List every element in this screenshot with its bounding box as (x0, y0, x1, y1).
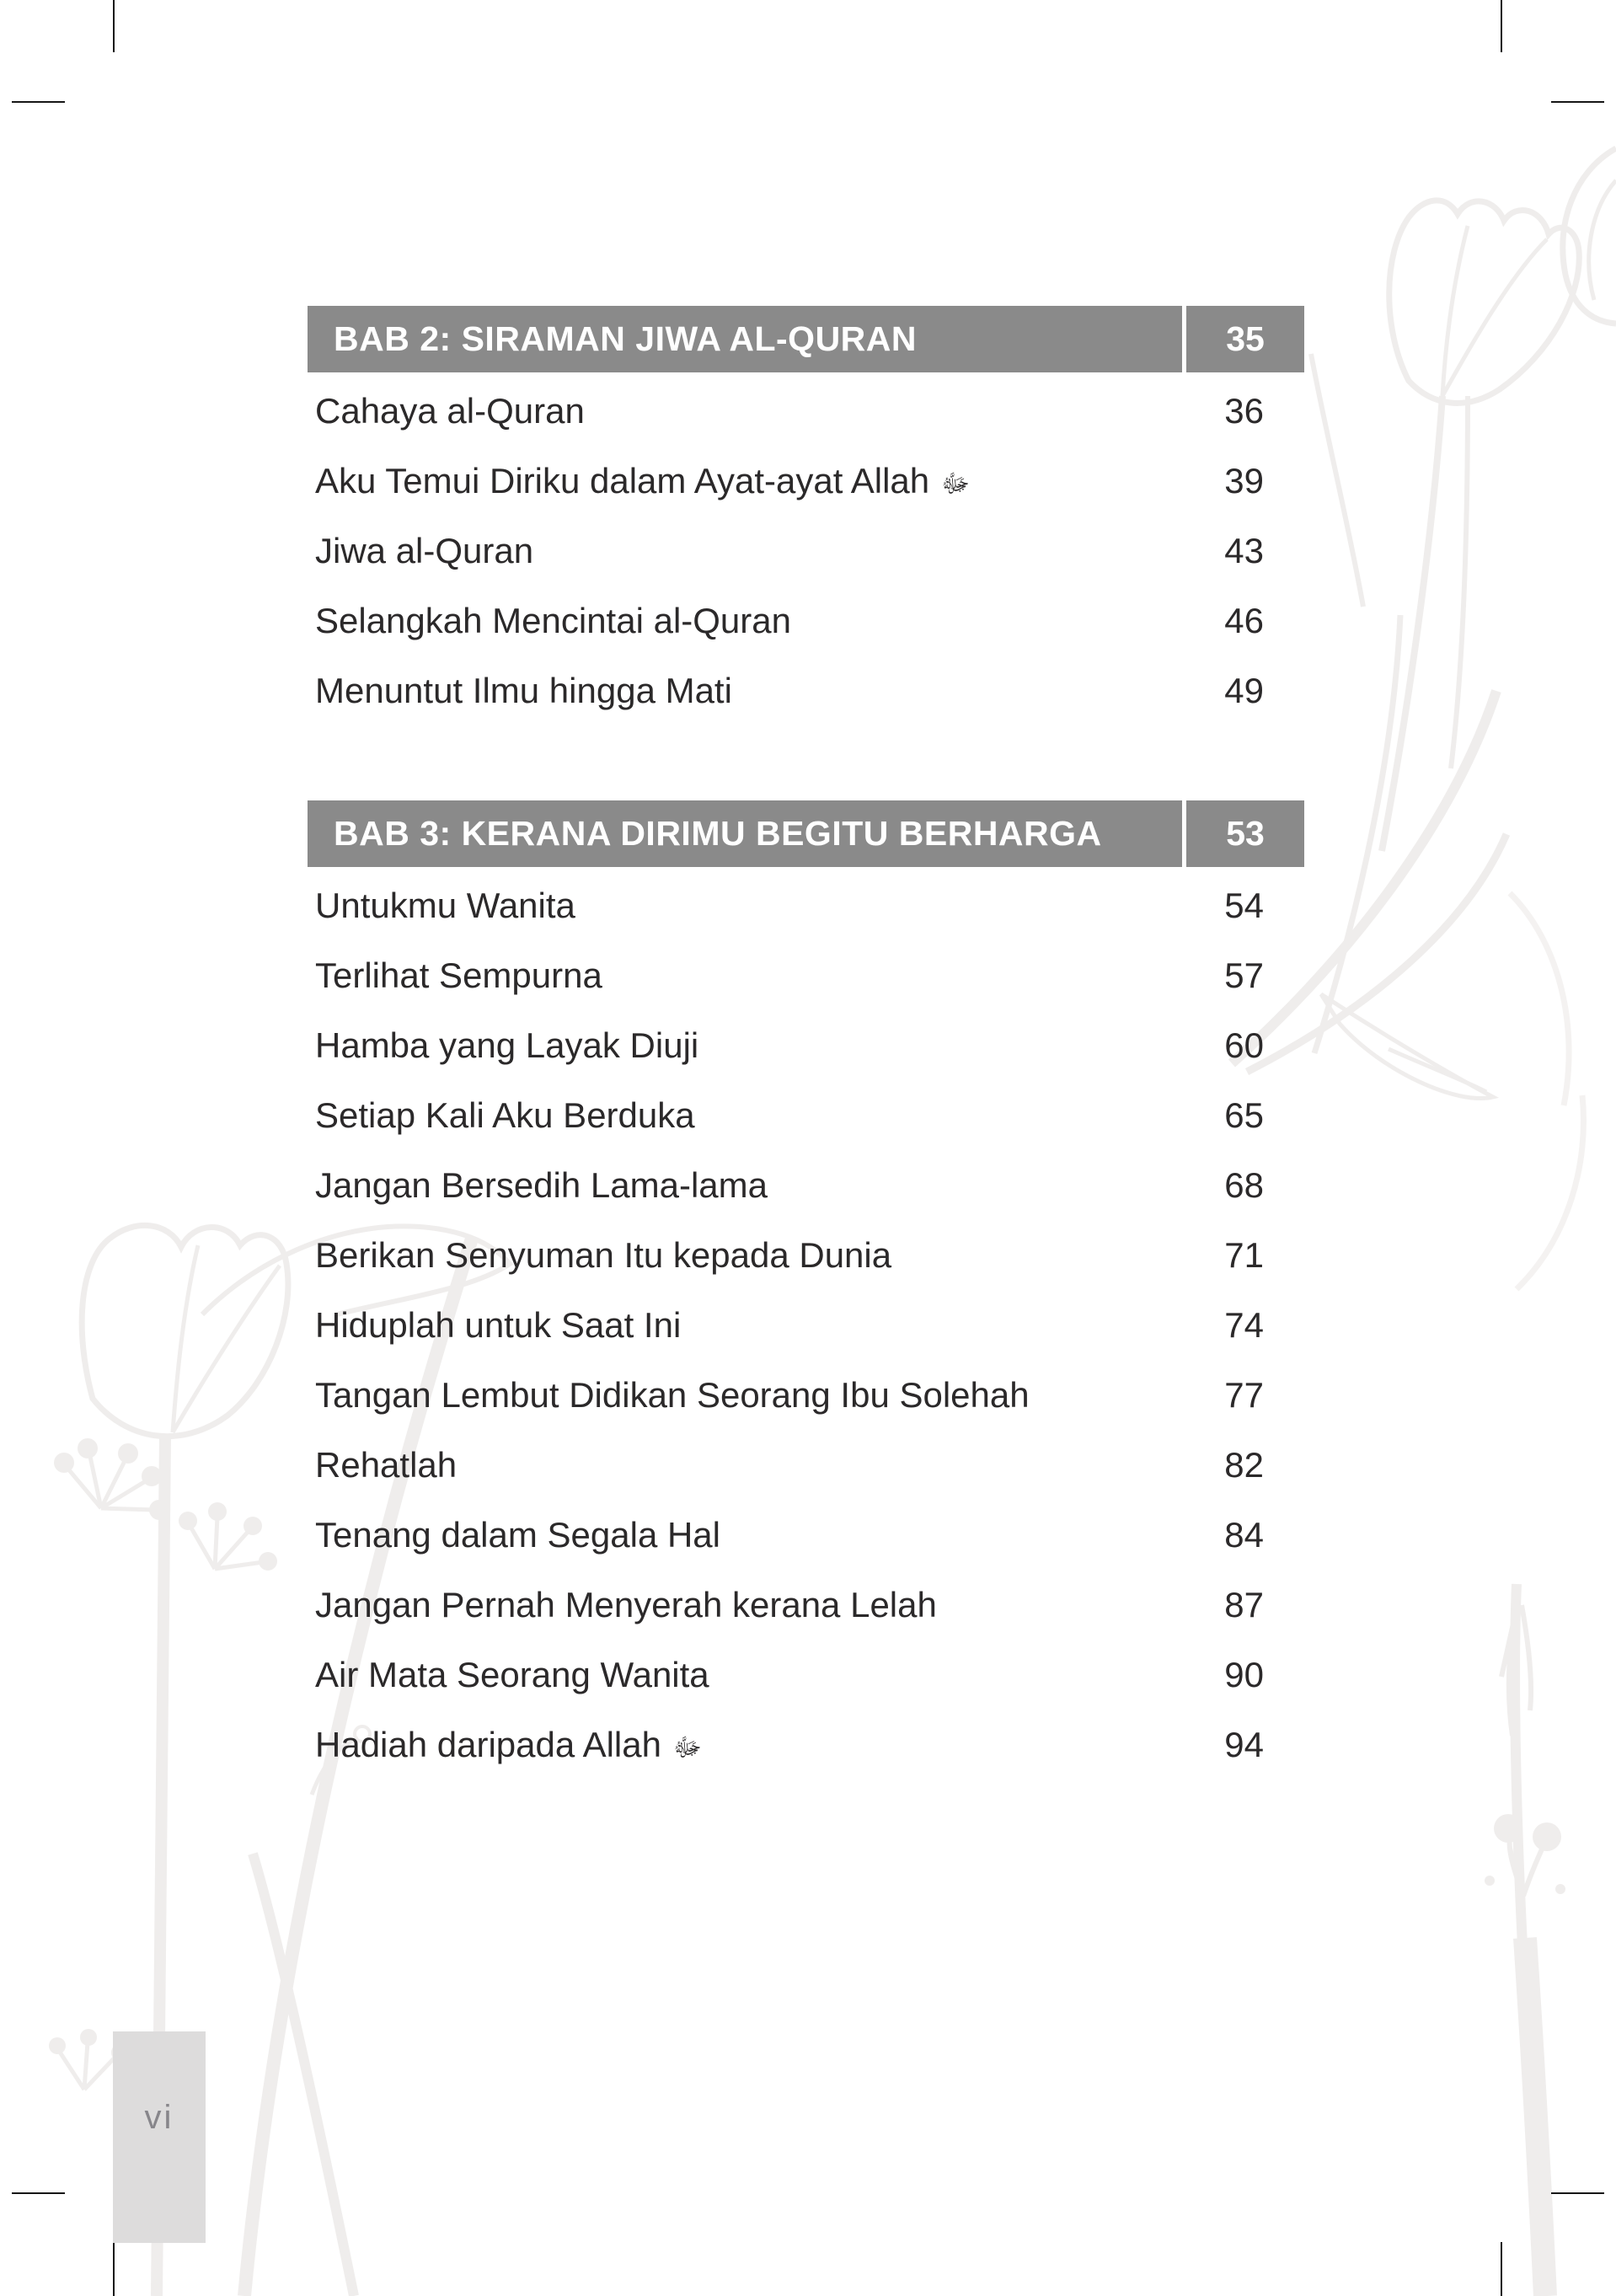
entry-title-group (308, 1515, 1171, 1555)
entry-title-group (308, 1095, 1171, 1136)
crop-mark-bottom-left-vertical (113, 2243, 115, 2296)
crop-mark-top-right-vertical (1501, 0, 1502, 52)
crop-mark-bottom-left-horizontal (12, 2192, 65, 2194)
entry-page-number: 74 (1224, 1304, 1264, 1345)
entry-title-group (308, 531, 1171, 571)
entry-title: Air Mata Seorang Wanita (315, 1654, 709, 1694)
entry-page-number: 87 (1224, 1584, 1264, 1624)
entry-title: Jiwa al-Quran (315, 530, 534, 570)
entry-title: Untukmu Wanita (315, 885, 575, 925)
chapter-heading-bar (308, 800, 1304, 867)
toc-entry (308, 586, 1264, 656)
entry-page-number: 84 (1224, 1514, 1264, 1555)
chapter-heading-label: BAB 2: SIRAMAN JIWA AL-QURAN (334, 319, 918, 358)
toc-entry (308, 1710, 1264, 1780)
toc-entry (308, 1430, 1264, 1500)
entry-title-group (308, 461, 1171, 501)
entry-title: Hadiah daripada Allah (315, 1724, 661, 1764)
entry-title-group (308, 1025, 1171, 1066)
entry-page-number: 68 (1224, 1164, 1264, 1205)
entry-title: Berikan Senyuman Itu kepada Dunia (315, 1234, 892, 1275)
entry-title: Jangan Pernah Menyerah kerana Lelah (315, 1584, 937, 1624)
toc-entry (308, 1290, 1264, 1360)
entry-title-group (308, 1375, 1171, 1416)
entry-title: Terlihat Sempurna (315, 955, 602, 995)
toc-section (308, 306, 1304, 725)
entry-title-group (308, 1585, 1171, 1625)
toc-entry (308, 516, 1264, 586)
entry-page-number: 71 (1224, 1234, 1264, 1275)
toc-entry (308, 1080, 1264, 1150)
toc-entry (308, 870, 1264, 940)
entry-title: Hiduplah untuk Saat Ini (315, 1304, 682, 1345)
footer-page-number: vi (144, 2099, 174, 2136)
toc-entry (308, 656, 1264, 725)
toc-entry (308, 1570, 1264, 1640)
entry-title: Tangan Lembut Didikan Seorang Ibu Solehah (315, 1374, 1030, 1415)
crop-mark-top-left-vertical (113, 0, 115, 52)
entry-title-group (308, 1445, 1171, 1485)
crop-mark-top-left-horizontal (12, 101, 65, 103)
entry-title: Aku Temui Diriku dalam Ayat-ayat Allah (315, 460, 930, 500)
allah-honorific-icon: ﷻ (672, 1733, 702, 1762)
entry-title: Menuntut Ilmu hingga Mati (315, 670, 732, 710)
entry-page-number: 36 (1224, 390, 1264, 431)
entry-title-group (308, 1725, 1171, 1765)
entry-page-number: 65 (1224, 1094, 1264, 1135)
crop-mark-bottom-right-vertical (1501, 2242, 1502, 2296)
crop-mark-bottom-right-horizontal (1551, 2192, 1604, 2194)
entry-page-number: 60 (1224, 1025, 1264, 1065)
entry-title-group (308, 1235, 1171, 1276)
footer-page-tab (113, 2031, 206, 2243)
entry-title-group (308, 1305, 1171, 1346)
entry-title-group (308, 671, 1171, 711)
entry-title: Tenang dalam Segala Hal (315, 1514, 720, 1555)
toc-entry (308, 1640, 1264, 1710)
chapter-heading-label: BAB 3: KERANA DIRIMU BEGITU BERHARGA (334, 814, 1102, 853)
berry-branch-bottom-right (1485, 1584, 1565, 2296)
entry-page-number: 77 (1224, 1374, 1264, 1415)
chapter-heading-bar (308, 306, 1304, 372)
entry-page-number: 49 (1224, 670, 1264, 710)
toc-section (308, 800, 1304, 1780)
toc-entry (308, 1010, 1264, 1080)
entry-page-number: 90 (1224, 1654, 1264, 1694)
entry-title: Selangkah Mencintai al-Quran (315, 600, 791, 640)
crop-mark-top-right-horizontal (1551, 101, 1604, 103)
entry-title: Cahaya al-Quran (315, 390, 585, 431)
toc-entry (308, 940, 1264, 1010)
toc-entry-list (308, 376, 1304, 725)
entry-title: Setiap Kali Aku Berduka (315, 1094, 695, 1135)
entry-page-number: 54 (1224, 885, 1264, 925)
entry-page-number: 43 (1224, 530, 1264, 570)
entry-title: Hamba yang Layak Diuji (315, 1025, 699, 1065)
entry-page-number: 94 (1224, 1724, 1264, 1764)
entry-page-number: 82 (1224, 1444, 1264, 1485)
entry-title-group (308, 1165, 1171, 1206)
toc-entry (308, 446, 1264, 516)
toc-entry-list (308, 870, 1304, 1780)
entry-title: Jangan Bersedih Lama-lama (315, 1164, 768, 1205)
toc-entry (308, 1360, 1264, 1430)
entry-title-group (308, 601, 1171, 641)
toc-entry (308, 1150, 1264, 1220)
table-of-contents (308, 306, 1304, 1780)
allah-honorific-icon: ﷻ (941, 469, 971, 498)
entry-title-group (308, 1655, 1171, 1695)
entry-page-number: 57 (1224, 955, 1264, 995)
entry-title-group (308, 955, 1171, 996)
tulip-flower-top-right (1382, 148, 1616, 851)
chapter-page-number: 35 (1226, 319, 1265, 358)
entry-page-number: 46 (1224, 600, 1264, 640)
umbel-sprig (49, 1438, 277, 2090)
toc-entry (308, 376, 1264, 446)
toc-entry (308, 1220, 1264, 1290)
entry-title: Rehatlah (315, 1444, 458, 1485)
entry-title-group (308, 391, 1171, 431)
chapter-page-number: 53 (1226, 814, 1265, 853)
toc-entry (308, 1500, 1264, 1570)
entry-page-number: 39 (1224, 460, 1264, 500)
entry-title-group (308, 886, 1171, 926)
